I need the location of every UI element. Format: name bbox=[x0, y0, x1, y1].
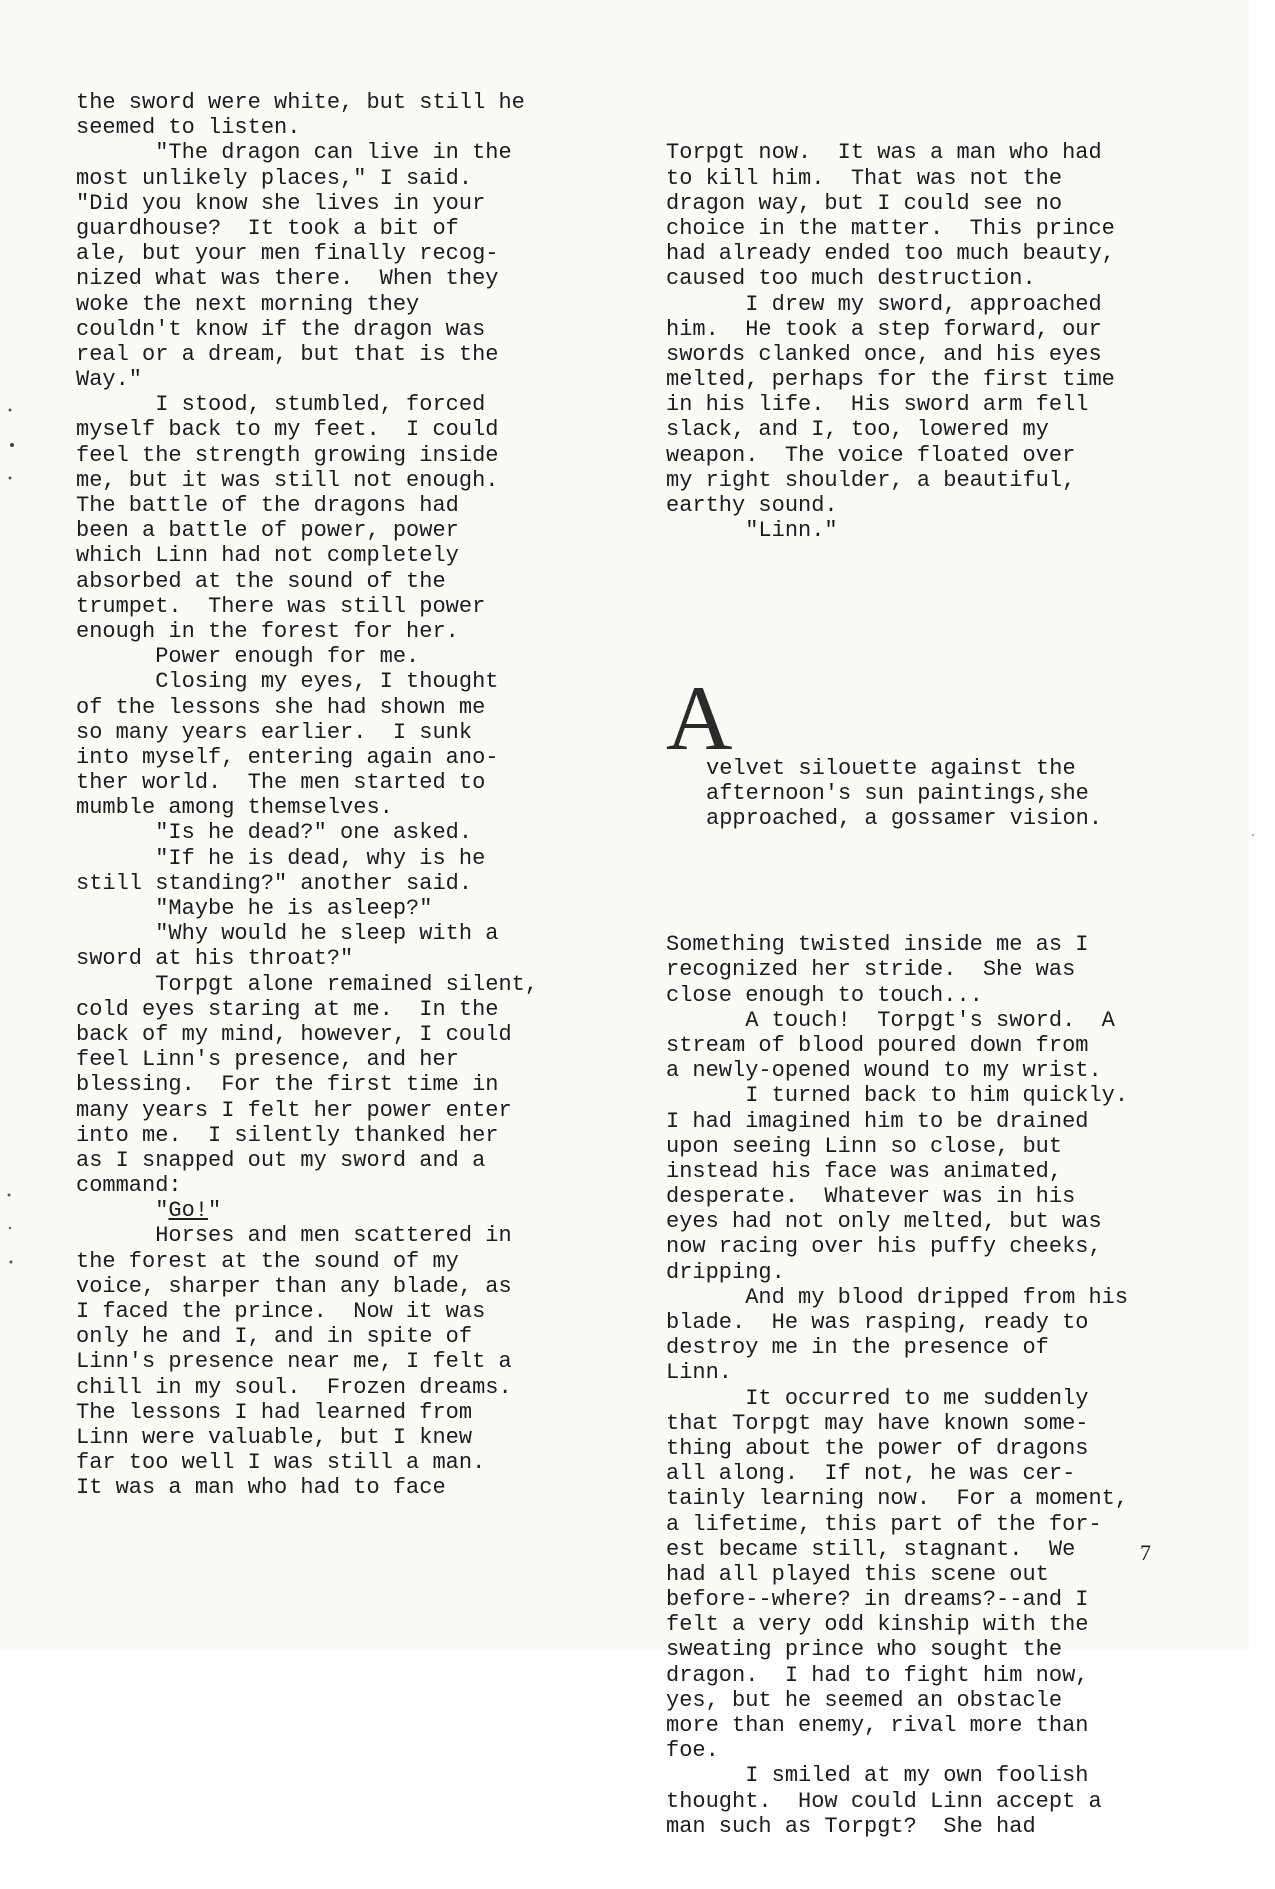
text-line: foe. bbox=[666, 1738, 719, 1764]
text-line: thing about the power of dragons bbox=[666, 1435, 1089, 1461]
text-line: destroy me in the presence of bbox=[666, 1335, 1049, 1361]
text-line: A touch! Torpgt's sword. A bbox=[666, 1007, 1115, 1033]
section-gap bbox=[666, 594, 1206, 630]
text-line: Power enough for me. bbox=[76, 644, 420, 670]
text-line: Closing my eyes, I thought bbox=[76, 669, 499, 695]
text-line: now racing over his puffy cheeks, bbox=[666, 1234, 1102, 1260]
drop-cap-letter: A bbox=[666, 667, 733, 770]
text-line: ther world. The men started to bbox=[76, 770, 486, 796]
text-line: feel Linn's presence, and her bbox=[76, 1047, 459, 1073]
text-line: far too well I was still a man. bbox=[76, 1450, 486, 1476]
text-line: "Why would he sleep with a bbox=[76, 921, 499, 947]
text-line: est became still, stagnant. We bbox=[666, 1536, 1076, 1562]
text-line: I turned back to him quickly. bbox=[666, 1083, 1129, 1109]
text-line: Linn. bbox=[666, 1360, 733, 1386]
text-line: "Is he dead?" one asked. bbox=[76, 820, 473, 846]
text-line: Something twisted inside me as I bbox=[666, 932, 1089, 958]
text-line: thought. How could Linn accept a bbox=[666, 1788, 1102, 1814]
text-line: desperate. Whatever was in his bbox=[666, 1184, 1076, 1210]
text-line: close enough to touch... bbox=[666, 982, 983, 1008]
text-line: yes, but he seemed an obstacle bbox=[666, 1687, 1063, 1713]
text-line: felt a very odd kinship with the bbox=[666, 1612, 1089, 1638]
text-line: blessing. For the first time in bbox=[76, 1072, 499, 1098]
text-line: before--where? in dreams?--and I bbox=[666, 1587, 1089, 1613]
text-line: most unlikely places," I said. bbox=[76, 165, 473, 191]
text-line: "Linn." bbox=[666, 518, 838, 544]
text-line: had already ended too much beauty, bbox=[666, 241, 1115, 267]
text-line: back of my mind, however, I could bbox=[76, 1021, 512, 1047]
text-line: "If he is dead, why is he bbox=[76, 845, 486, 871]
text-line: that Torpgt may have known some- bbox=[666, 1410, 1089, 1436]
text-line: "Maybe he is asleep?" bbox=[76, 896, 433, 921]
text-line: enough in the forest for her. bbox=[76, 618, 459, 644]
text-line: upon seeing Linn so close, but bbox=[666, 1133, 1063, 1159]
text-line: melted, perhaps for the first time bbox=[666, 367, 1115, 393]
text-line: many years I felt her power enter bbox=[76, 1097, 512, 1123]
text-line: Way." bbox=[76, 367, 143, 393]
text-line: slack, and I, too, lowered my bbox=[666, 417, 1049, 443]
text-line: seemed to listen. bbox=[76, 115, 301, 141]
text-line: command: bbox=[76, 1173, 182, 1199]
text-line: dragon way, but I could see no bbox=[666, 190, 1063, 216]
text-line: blade. He was rasping, ready to bbox=[666, 1310, 1089, 1336]
text-line: ale, but your men finally recog- bbox=[76, 241, 499, 267]
text-line: Linn's presence near me, I felt a bbox=[76, 1349, 512, 1375]
text-line: mumble among themselves. bbox=[76, 795, 393, 821]
text-line: Torpgt alone remained silent, bbox=[76, 971, 539, 997]
text-line: only he and I, and in spite of bbox=[76, 1324, 473, 1350]
text-line: had all played this scene out bbox=[666, 1561, 1049, 1587]
drop-cap-paragraph bbox=[666, 667, 1206, 882]
text-line: The battle of the dragons had bbox=[76, 493, 459, 518]
text-line: guardhouse? It took a bit of bbox=[76, 215, 459, 241]
text-line: a newly-opened wound to my wrist. bbox=[666, 1058, 1102, 1084]
text-line: so many years earlier. I sunk bbox=[76, 719, 473, 745]
text-line: my right shoulder, a beautiful, bbox=[666, 467, 1076, 493]
text-line: And my blood dripped from his bbox=[666, 1284, 1129, 1310]
text-line: him. He took a step forward, our bbox=[666, 316, 1102, 342]
text-line: chill in my soul. Frozen dreams. bbox=[76, 1374, 512, 1400]
drop-cap-lines bbox=[666, 756, 1206, 832]
text-line: stream of blood poured down from bbox=[666, 1032, 1089, 1058]
text-line: to kill him. That was not the bbox=[666, 165, 1063, 191]
text-line: as I snapped out my sword and a bbox=[76, 1147, 486, 1173]
text-line: swords clanked once, and his eyes bbox=[666, 341, 1102, 367]
text-line: "Go!" bbox=[76, 1198, 222, 1224]
text-line: the sword were white, but still he bbox=[76, 90, 525, 115]
text-line: dripping. bbox=[666, 1259, 785, 1285]
text-line: sword at his throat?" bbox=[76, 946, 354, 972]
text-line: velvet silouette against the bbox=[706, 755, 1076, 781]
text-line: weapon. The voice floated over bbox=[666, 442, 1076, 468]
text-line: I faced the prince. Now it was bbox=[76, 1299, 486, 1324]
text-line: real or a dream, but that is the bbox=[76, 341, 499, 367]
text-line: afternoon's sun paintings,she bbox=[706, 781, 1089, 807]
text-line: which Linn had not completely bbox=[76, 543, 459, 569]
text-line: trumpet. There was still power bbox=[76, 593, 486, 619]
text-line: man such as Torpgt? She had bbox=[666, 1813, 1036, 1839]
text-line: sweating prince who sought the bbox=[666, 1637, 1063, 1663]
text-line: It occurred to me suddenly bbox=[666, 1385, 1089, 1411]
text-line: more than enemy, rival more than bbox=[666, 1713, 1089, 1739]
page-number: 7 bbox=[1140, 1540, 1151, 1565]
text-line: me, but it was still not enough. bbox=[76, 467, 499, 493]
text-line: The lessons I had learned from bbox=[76, 1399, 473, 1425]
text-line: voice, sharper than any blade, as bbox=[76, 1273, 512, 1299]
text-line: tainly learning now. For a moment, bbox=[666, 1486, 1129, 1512]
text-line: caused too much destruction. bbox=[666, 266, 1036, 292]
text-line: I drew my sword, approached bbox=[666, 291, 1102, 317]
text-line: recognized her stride. She was bbox=[666, 957, 1076, 983]
text-line: into me. I silently thanked her bbox=[76, 1122, 499, 1148]
text-line: cold eyes staring at me. In the bbox=[76, 996, 499, 1022]
text-line: into myself, entering again ano- bbox=[76, 744, 499, 770]
text-line: earthy sound. bbox=[666, 493, 838, 519]
right-column-top bbox=[666, 140, 1206, 543]
text-line: myself back to my feet. I could bbox=[76, 417, 499, 443]
text-line: instead his face was animated, bbox=[666, 1158, 1063, 1184]
text-line: still standing?" another said. bbox=[76, 870, 473, 896]
text-line: the forest at the sound of my bbox=[76, 1248, 459, 1274]
text-line: nized what was there. When they bbox=[76, 266, 499, 292]
text-line: I stood, stumbled, forced bbox=[76, 392, 486, 418]
text-line: feel the strength growing inside bbox=[76, 442, 499, 468]
text-line: Horses and men scattered in bbox=[76, 1223, 512, 1249]
text-line: It was a man who had to face bbox=[76, 1475, 446, 1501]
text-line: I smiled at my own foolish bbox=[666, 1763, 1089, 1789]
left-column bbox=[76, 90, 616, 1501]
text-line: been a battle of power, power bbox=[76, 518, 459, 544]
text-line: all along. If not, he was cer- bbox=[666, 1461, 1076, 1487]
text-line: I had imagined him to be drained bbox=[666, 1108, 1089, 1134]
text-line: choice in the matter. This prince bbox=[666, 215, 1115, 241]
text-line: "The dragon can live in the bbox=[76, 140, 512, 166]
text-line: absorbed at the sound of the bbox=[76, 568, 446, 594]
text-line: eyes had not only melted, but was bbox=[666, 1209, 1102, 1235]
text-line: dragon. I had to fight him now, bbox=[666, 1662, 1089, 1688]
right-column-bottom bbox=[666, 932, 1206, 1839]
text-line: approached, a gossamer vision. bbox=[706, 806, 1103, 832]
text-line: in his life. His sword arm fell bbox=[666, 392, 1089, 418]
right-column bbox=[666, 90, 1206, 1889]
text-line: Torpgt now. It was a man who had bbox=[666, 140, 1102, 166]
text-line: couldn't know if the dragon was bbox=[76, 316, 486, 342]
text-line: woke the next morning they bbox=[76, 291, 420, 317]
text-line: Linn were valuable, but I knew bbox=[76, 1424, 473, 1450]
text-line: of the lessons she had shown me bbox=[76, 694, 486, 720]
text-line: a lifetime, this part of the for- bbox=[666, 1511, 1102, 1537]
text-line: "Did you know she lives in your bbox=[76, 190, 486, 216]
